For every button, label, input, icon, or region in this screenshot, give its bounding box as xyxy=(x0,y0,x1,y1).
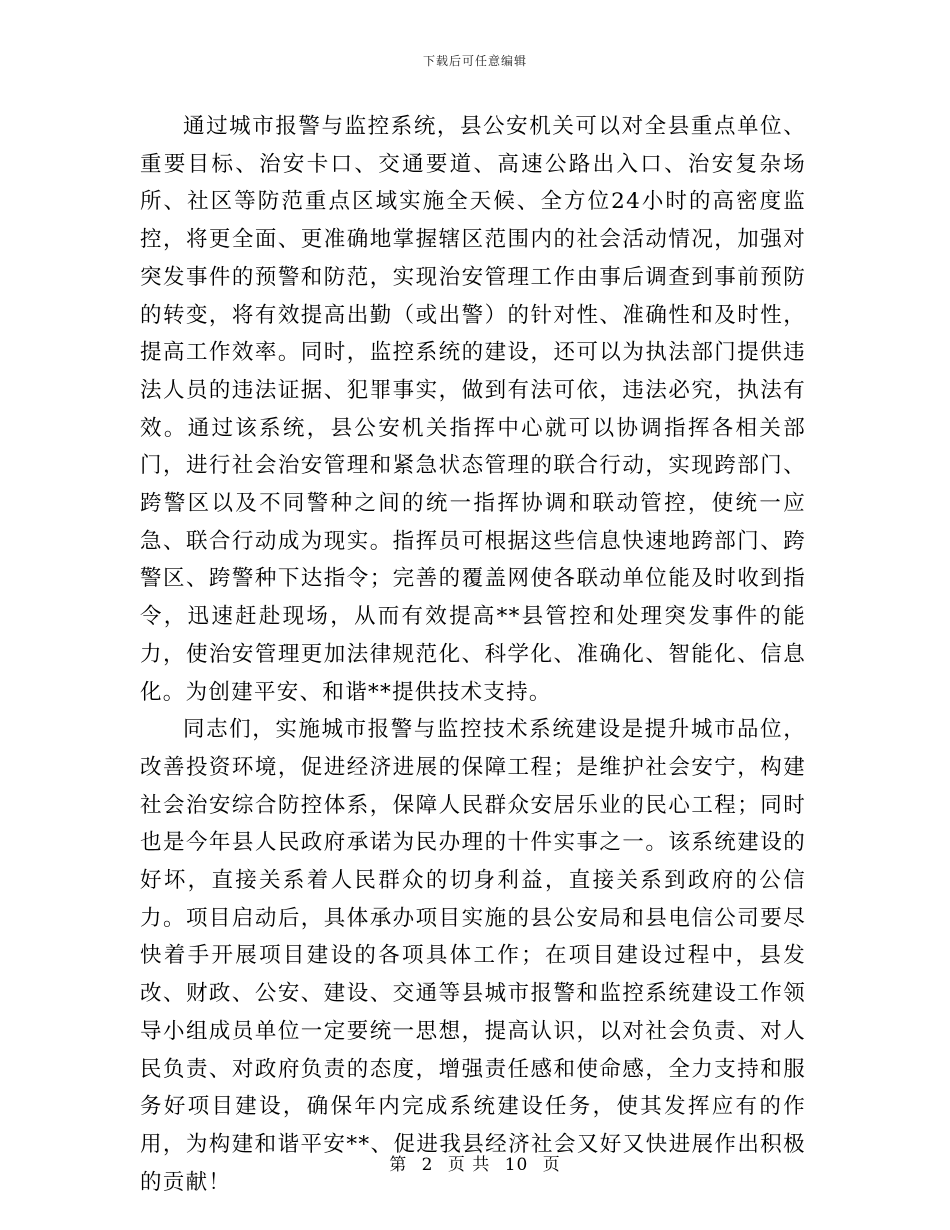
paragraph-2: 同志们，实施城市报警与监控技术系统建设是提升城市品位，改善投资环境，促进经济进展的保障工程；是维护社会安宁，构建社会治安综合防控体系，保障人民群众安居乐业的民心工程；同时也是今年县人民政府承诺为民办理的十件实事之一。该系统建设的好坏，直接关系着人民群众的切身利益，直接关系到政府的公信力。项目启动后，具体承办项目实施的县公安局和县电信公司要尽快着手开展项目建设的各项具体工作；在项目建设过程中，县发改、财政、公安、建设、交通等县城市报警和监控系统建设工作领导小组成员单位一定要统一思想，提高认识，以对社会负责、对人民负责、对政府负责的态度，增强责任感和使命感，全力支持和服务好项目建设，确保年内完成系统建设任务，使其发挥应有的作用，为构建和谐平安**、促进我县经济社会又好又快进展作出积极的贡献！ xyxy=(140,717,806,1195)
footer-suffix: 页 xyxy=(542,1155,561,1175)
footer-page-current: 2 xyxy=(421,1155,434,1175)
paragraph-1: 通过城市报警与监控系统，县公安机关可以对全县重点单位、重要目标、治安卡口、交通要道、高速公路出入口、治安复杂场所、社区等防范重点区域实施全天候、全方位24小时的高密度监控，将更全面、更准确地掌握辖区范围内的社会活动情况，加强对突发事件的预警和防范，实现治安管理工作由事后调查到事前预防的转变，将有效提高出勤（或出警）的针对性、准确性和及时性，提高工作效率。同时，监控系统的建设，还可以为执法部门提供违法人员的违法证据、犯罪事实，做到有法可依，违法必究，执法有效。通过该系统，县公安机关指挥中心就可以协调指挥各相关部门，进行社会治安管理和紧急状态管理的联合行动，实现跨部门、跨警区以及不同警种之间的统一指挥协调和联动管控，使统一应急、联合行动成为现实。指挥员可根据这些信息快速地跨部门、跨警区、跨警种下达指令；完善的覆盖网使各联动单位能及时收到指令，迅速赶赴现场，从而有效提高**县管控和处理突发事件的能力，使治安管理更加法律规范化、科学化、准确化、智能化、信息化。为创建平安、和谐**提供技术支持。 xyxy=(140,114,806,705)
footer-prefix: 第 xyxy=(389,1155,408,1175)
footer-page-total: 10 xyxy=(504,1155,529,1175)
document-body xyxy=(140,108,806,1201)
page-footer xyxy=(0,1150,950,1175)
footer-middle: 页 共 xyxy=(447,1155,491,1175)
page-header-note: 下载后可任意编辑 xyxy=(422,54,527,68)
